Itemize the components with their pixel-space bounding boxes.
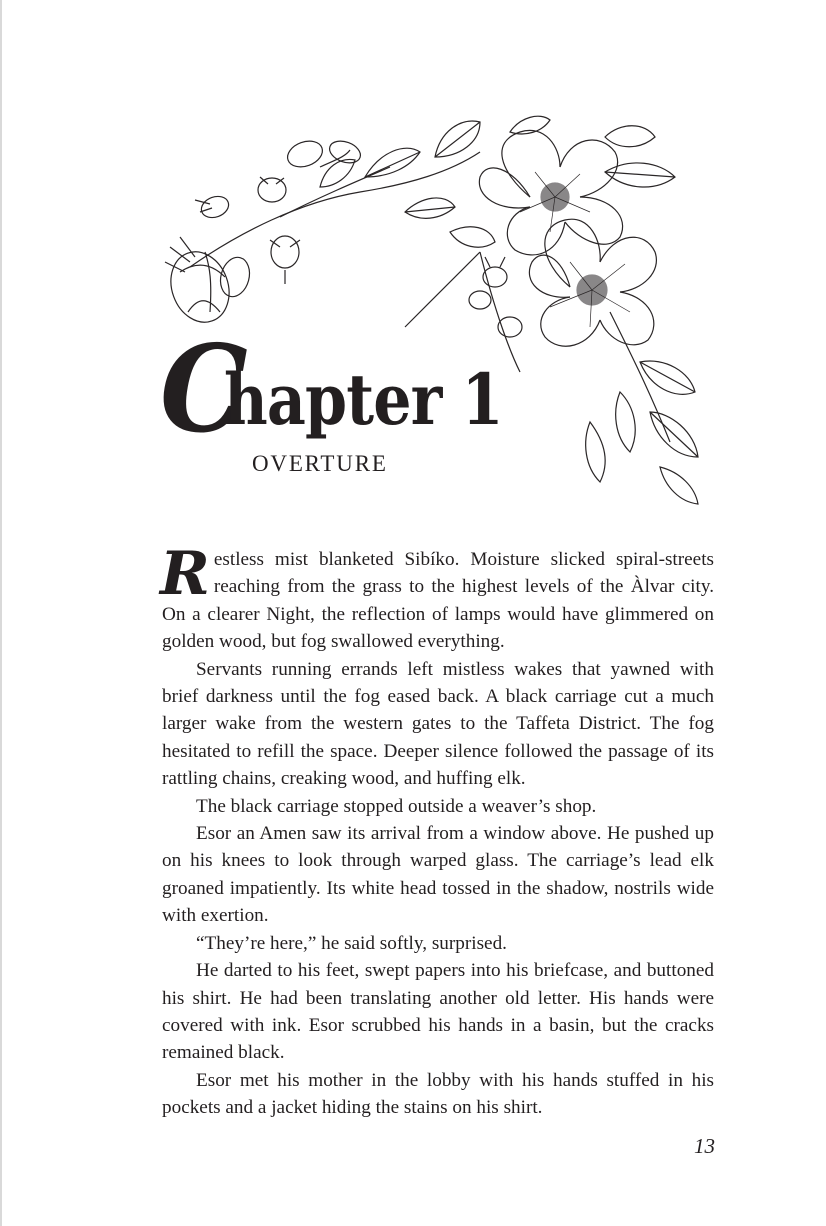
page-number: 13: [694, 1134, 715, 1158]
page-edge: [0, 0, 2, 1226]
flower-upper: [479, 130, 622, 255]
paragraph: The black carriage stopped outside a weaver’s shop.: [196, 795, 597, 817]
chapter-subtitle: OVERTURE: [252, 451, 388, 476]
paragraph: “They’re here,” he said softly, surprised.: [196, 932, 507, 954]
buds-top-left: [195, 137, 363, 284]
drop-cap: R: [160, 539, 210, 609]
bud-cluster-left: [161, 237, 253, 330]
paragraph: He darted to his feet, swept papers into his briefcase, and buttoned his shirt. He had been translating another old letter. His hands were covered with ink. Esor scrubbed his hands in a basin, but the cracks remained black.: [162, 960, 714, 1064]
paragraph-text: estless mist blanketed Sibíko. Moisture slicked spiral-streets reaching from the grass to the highest levels of the Àlvar city. On a clearer Night, the reflection of lamps would have glimmered on golden wood, but fog swallowed everything.: [162, 549, 714, 653]
chapter-heading-text: hapter 1: [224, 358, 503, 441]
paragraph: Esor an Amen saw its arrival from a window above. He pushed up on his knees to look through warped glass. The carriage’s lead elk groaned impatiently. Its white head tossed in the shadow, nostrils wide with exertion.: [162, 823, 714, 927]
paragraph: [160, 539, 714, 656]
paragraph: Servants running errands left mistless wakes that yawned with brief darkness until the fog eased back. A black carriage cut a much larger wake from the western gates to the Taffeta District. The fog hesitated to refill the space. Deeper silence followed the passage of its rattling chains, creaking wood, and huffing elk.: [162, 658, 714, 790]
paragraph: Esor met his mother in the lobby with his hands stuffed in his pockets and a jacket hiding the stains on his shirt.: [162, 1069, 714, 1119]
chapter-heading: [150, 319, 570, 460]
flower-lower: [529, 219, 656, 346]
chapter-heading-initial: C: [160, 319, 248, 460]
chapter-body: [160, 539, 714, 1122]
rosehips: [469, 257, 522, 337]
